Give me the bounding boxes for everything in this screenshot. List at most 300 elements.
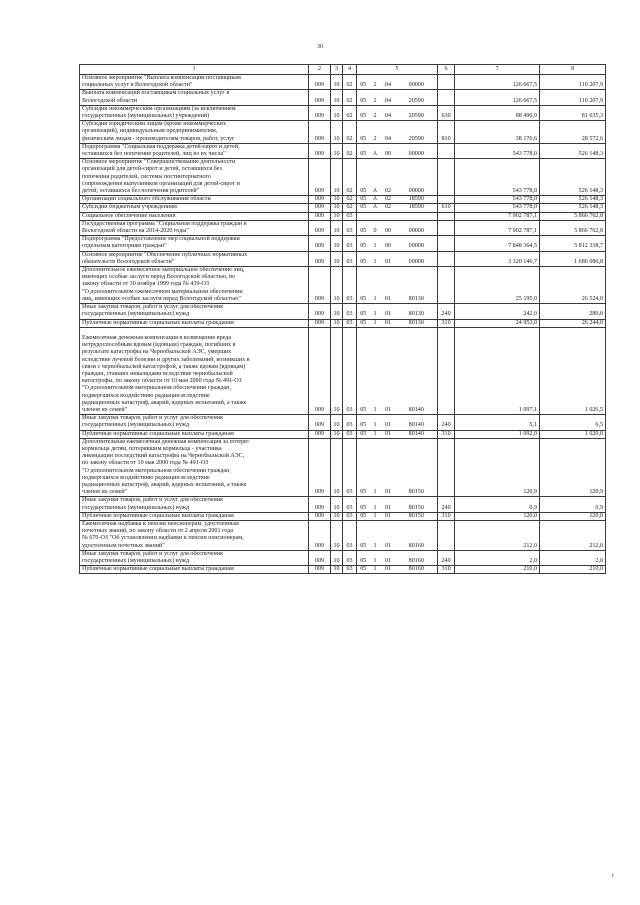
table-row bbox=[80, 304, 606, 319]
row-name: Основное мероприятие "Совершенствование деятельности организаций для детей-сирот и детей, оставшихся без попечения родителей, системы постинтернатного сопровождения выпускников организаций для детей-сирот и детей, оставшихся без попечения родителей" bbox=[80, 159, 309, 196]
row-admin-code: 009 bbox=[309, 143, 331, 158]
row-name: Иные закупки товаров, работ и услуг для обеспечения государственных (муниципальных) нужд bbox=[80, 550, 309, 565]
row-amount-1: 7 902 787,1 bbox=[455, 212, 540, 220]
row-admin-code: 009 bbox=[309, 267, 331, 304]
row-amount-2: 5 812 338,7 bbox=[540, 236, 606, 251]
row-admin-code: 009 bbox=[309, 512, 331, 520]
row-subprogram: 1 bbox=[370, 438, 381, 497]
table-row bbox=[80, 267, 606, 304]
row-subsection: 03 bbox=[343, 512, 357, 520]
row-admin-code: 009 bbox=[309, 327, 331, 414]
row-program: 05 bbox=[357, 90, 370, 105]
row-expense-type: 310 bbox=[438, 566, 455, 574]
row-expense-type: 240 bbox=[438, 497, 455, 512]
row-program: 05 bbox=[357, 204, 370, 212]
row-activity: 00 bbox=[381, 143, 396, 158]
row-amount-1: 120,0 bbox=[455, 512, 540, 520]
row-amount-2: 526 148,3 bbox=[540, 143, 606, 158]
row-direction: 80160 bbox=[396, 550, 438, 565]
row-subsection: 02 bbox=[343, 75, 357, 90]
row-activity: 01 bbox=[381, 550, 396, 565]
row-section: 10 bbox=[331, 497, 343, 512]
row-subsection: 03 bbox=[343, 267, 357, 304]
row-subprogram: 1 bbox=[370, 304, 381, 319]
footer-mark: i bbox=[612, 873, 614, 879]
table-row bbox=[80, 159, 606, 196]
row-subsection: 02 bbox=[343, 196, 357, 204]
row-direction: 00000 bbox=[396, 159, 438, 196]
row-direction: 00000 bbox=[396, 220, 438, 235]
row-subprogram: 2 bbox=[370, 121, 381, 144]
row-name: Дополнительное ежемесячное материальное обеспечение лиц, имеющих особые заслуги перед Вологодской областью, по закону области от 30 ноября 1999 года № 439-ОЗ "О дополнительном ежемесячном материальном обеспечении лиц, имеющих особые заслуги перед Вологодской областью" bbox=[80, 267, 309, 304]
table-row bbox=[80, 90, 606, 105]
row-section: 10 bbox=[331, 212, 343, 220]
row-section: 10 bbox=[331, 566, 343, 574]
row-activity: 01 bbox=[381, 327, 396, 414]
col-header-6: 6 bbox=[438, 65, 455, 75]
row-admin-code: 009 bbox=[309, 236, 331, 251]
row-subprogram: А bbox=[370, 204, 381, 212]
row-activity: 04 bbox=[381, 121, 396, 144]
row-expense-type: 310 bbox=[438, 319, 455, 327]
row-amount-1: 126 667,5 bbox=[455, 75, 540, 90]
row-subsection: 02 bbox=[343, 105, 357, 120]
row-activity: 01 bbox=[381, 251, 396, 266]
row-subprogram: 1 bbox=[370, 415, 381, 430]
row-expense-type bbox=[438, 267, 455, 304]
row-program: 05 bbox=[357, 512, 370, 520]
row-direction: 80130 bbox=[396, 304, 438, 319]
row-direction: 00000 bbox=[396, 75, 438, 90]
table-row bbox=[80, 105, 606, 120]
row-admin-code: 009 bbox=[309, 520, 331, 550]
row-subprogram: 2 bbox=[370, 90, 381, 105]
row-expense-type: 610 bbox=[438, 204, 455, 212]
row-program: 05 bbox=[357, 143, 370, 158]
row-direction: 80140 bbox=[396, 415, 438, 430]
row-program: 05 bbox=[357, 75, 370, 90]
row-subprogram: 1 bbox=[370, 566, 381, 574]
row-subsection: 03 bbox=[343, 304, 357, 319]
row-section: 10 bbox=[331, 159, 343, 196]
row-amount-2: 0,9 bbox=[540, 497, 606, 512]
row-program: 05 bbox=[357, 566, 370, 574]
row-subprogram: А bbox=[370, 196, 381, 204]
col-header-2: 2 bbox=[309, 65, 331, 75]
row-subsection: 03 bbox=[343, 236, 357, 251]
row-subprogram: 1 bbox=[370, 550, 381, 565]
row-amount-2: 526 148,3 bbox=[540, 196, 606, 204]
row-expense-type: 240 bbox=[438, 415, 455, 430]
row-expense-type: 810 bbox=[438, 121, 455, 144]
table-row bbox=[80, 566, 606, 574]
row-amount-1: 7 902 787,1 bbox=[455, 220, 540, 235]
row-name: Выплата компенсаций поставщикам социальных услуг в Вологодской области bbox=[80, 90, 309, 105]
row-subsection: 03 bbox=[343, 550, 357, 565]
row-program: 05 bbox=[357, 220, 370, 235]
row-section: 10 bbox=[331, 236, 343, 251]
row-subprogram: 2 bbox=[370, 75, 381, 90]
row-subsection: 02 bbox=[343, 204, 357, 212]
row-name: Субсидии бюджетным учреждениям bbox=[80, 204, 309, 212]
row-program: 05 bbox=[357, 105, 370, 120]
row-activity: 01 bbox=[381, 520, 396, 550]
row-subsection: 02 bbox=[343, 143, 357, 158]
row-section: 10 bbox=[331, 327, 343, 414]
row-section: 10 bbox=[331, 121, 343, 144]
row-admin-code: 009 bbox=[309, 90, 331, 105]
row-program bbox=[357, 212, 370, 220]
row-program: 05 bbox=[357, 159, 370, 196]
row-section: 10 bbox=[331, 75, 343, 90]
row-subsection: 03 bbox=[343, 327, 357, 414]
row-expense-type: 630 bbox=[438, 105, 455, 120]
row-program: 05 bbox=[357, 438, 370, 497]
row-name: Социальное обеспечение населения bbox=[80, 212, 309, 220]
row-amount-1: 126 667,5 bbox=[455, 90, 540, 105]
col-header-3: 3 bbox=[331, 65, 343, 75]
row-amount-1: 5,1 bbox=[455, 415, 540, 430]
col-header-8: 8 bbox=[540, 65, 606, 75]
table-row bbox=[80, 204, 606, 212]
row-program: 05 bbox=[357, 550, 370, 565]
table-row bbox=[80, 327, 606, 414]
row-admin-code: 009 bbox=[309, 566, 331, 574]
row-admin-code: 009 bbox=[309, 121, 331, 144]
row-admin-code: 009 bbox=[309, 497, 331, 512]
col-header-5: 5 bbox=[357, 65, 438, 75]
row-activity: 01 bbox=[381, 430, 396, 438]
row-name: Ежемесячная денежная компенсация в возмещение вреда нетрудоспособным вдовам (вдовцам) граждан, погибших в результате катастрофы на Чернобыльской АЭС, умерших вследствие лучевой болезни и других заболеваний, возникших в связи с чернобыльской катастрофой, а также вдовам (вдовцам) граждан, ставших инвалидами вследствие чернобыльской катастрофы, по закону области от 10 мая 2000 года № 491-ОЗ "О дополнительном материальном обеспечении граждан, подвергшихся воздействию радиации вследствие радиационных катастроф, аварий, ядерных испытаний, а также членов их семей" bbox=[80, 327, 309, 414]
row-name: Основное мероприятие "Обеспечение публичных нормативных обязательств Вологодской области" bbox=[80, 251, 309, 266]
row-expense-type bbox=[438, 251, 455, 266]
row-amount-1: 242,0 bbox=[455, 304, 540, 319]
row-activity: 04 bbox=[381, 105, 396, 120]
row-subprogram: 1 bbox=[370, 430, 381, 438]
table-row bbox=[80, 143, 606, 158]
row-program: 05 bbox=[357, 251, 370, 266]
row-admin-code: 009 bbox=[309, 220, 331, 235]
row-program: 05 bbox=[357, 267, 370, 304]
row-amount-2: 1 020,0 bbox=[540, 430, 606, 438]
row-amount-1: 543 778,0 bbox=[455, 143, 540, 158]
table-row bbox=[80, 520, 606, 550]
row-amount-1: 1 097,1 bbox=[455, 327, 540, 414]
row-admin-code: 009 bbox=[309, 550, 331, 565]
row-direction: 00000 bbox=[396, 236, 438, 251]
row-program: 05 bbox=[357, 415, 370, 430]
row-subprogram: 1 bbox=[370, 319, 381, 327]
row-direction: 18590 bbox=[396, 196, 438, 204]
row-section: 10 bbox=[331, 512, 343, 520]
row-subprogram: А bbox=[370, 143, 381, 158]
row-amount-1: 212,0 bbox=[455, 520, 540, 550]
row-section: 10 bbox=[331, 430, 343, 438]
row-subsection: 03 bbox=[343, 438, 357, 497]
row-program: 05 bbox=[357, 520, 370, 550]
row-amount-2: 28 572,6 bbox=[540, 121, 606, 144]
row-admin-code: 009 bbox=[309, 415, 331, 430]
table-row bbox=[80, 236, 606, 251]
budget-table bbox=[79, 64, 606, 574]
row-program: 05 bbox=[357, 497, 370, 512]
row-subprogram: 1 bbox=[370, 236, 381, 251]
row-amount-1: 210,0 bbox=[455, 566, 540, 574]
table-body bbox=[80, 75, 606, 574]
row-direction: 80160 bbox=[396, 520, 438, 550]
row-amount-2: 26 244,0 bbox=[540, 319, 606, 327]
row-direction: 80150 bbox=[396, 512, 438, 520]
row-expense-type bbox=[438, 520, 455, 550]
row-activity: 00 bbox=[381, 236, 396, 251]
row-program: 05 bbox=[357, 121, 370, 144]
row-subsection: 03 bbox=[343, 415, 357, 430]
row-name: Публичные нормативные социальные выплаты гражданам bbox=[80, 512, 309, 520]
row-direction: 18590 bbox=[396, 204, 438, 212]
row-expense-type bbox=[438, 236, 455, 251]
row-subprogram: 0 bbox=[370, 220, 381, 235]
row-direction bbox=[396, 212, 438, 220]
row-amount-1: 120,9 bbox=[455, 438, 540, 497]
row-amount-1: 38 176,6 bbox=[455, 121, 540, 144]
row-amount-2: 5 866 762,8 bbox=[540, 220, 606, 235]
row-direction: 00000 bbox=[396, 143, 438, 158]
row-amount-1: 543 778,0 bbox=[455, 204, 540, 212]
col-header-1: 1 bbox=[80, 65, 309, 75]
row-amount-2: 120,9 bbox=[540, 438, 606, 497]
row-activity: 01 bbox=[381, 497, 396, 512]
row-activity: 04 bbox=[381, 75, 396, 90]
row-admin-code: 009 bbox=[309, 105, 331, 120]
row-amount-2: 280,0 bbox=[540, 304, 606, 319]
row-direction: 80140 bbox=[396, 327, 438, 414]
row-expense-type: 310 bbox=[438, 430, 455, 438]
row-name: Субсидии некоммерческим организациям (за исключением государственных (муниципальных) учреждений) bbox=[80, 105, 309, 120]
row-activity: 02 bbox=[381, 204, 396, 212]
row-activity: 01 bbox=[381, 415, 396, 430]
row-subprogram: 1 bbox=[370, 520, 381, 550]
row-direction: 80130 bbox=[396, 319, 438, 327]
row-activity: 01 bbox=[381, 512, 396, 520]
row-subsection: 02 bbox=[343, 90, 357, 105]
row-section: 10 bbox=[331, 415, 343, 430]
row-expense-type bbox=[438, 438, 455, 497]
row-subprogram: 1 bbox=[370, 327, 381, 414]
row-subsection: 02 bbox=[343, 159, 357, 196]
row-admin-code: 009 bbox=[309, 251, 331, 266]
row-admin-code: 009 bbox=[309, 430, 331, 438]
row-section: 10 bbox=[331, 220, 343, 235]
row-amount-1: 3 320 146,7 bbox=[455, 251, 540, 266]
row-amount-2: 5 866 762,8 bbox=[540, 212, 606, 220]
table-row bbox=[80, 212, 606, 220]
row-subsection: 03 bbox=[343, 212, 357, 220]
row-admin-code: 009 bbox=[309, 196, 331, 204]
row-name: Иные закупки товаров, работ и услуг для обеспечения государственных (муниципальных) нужд bbox=[80, 415, 309, 430]
row-name: Организации социального обслуживания области bbox=[80, 196, 309, 204]
row-direction: 80150 bbox=[396, 438, 438, 497]
row-subsection: 03 bbox=[343, 430, 357, 438]
table-row bbox=[80, 438, 606, 497]
row-activity: 01 bbox=[381, 304, 396, 319]
table-row bbox=[80, 251, 606, 266]
row-admin-code: 009 bbox=[309, 212, 331, 220]
row-direction: 00000 bbox=[396, 251, 438, 266]
row-amount-1: 7 848 364,5 bbox=[455, 236, 540, 251]
row-admin-code: 009 bbox=[309, 304, 331, 319]
row-program: 05 bbox=[357, 236, 370, 251]
col-header-4: 4 bbox=[343, 65, 357, 75]
row-section: 10 bbox=[331, 267, 343, 304]
row-expense-type bbox=[438, 143, 455, 158]
row-amount-2: 212,0 bbox=[540, 520, 606, 550]
row-name: Государственная программа "Социальная поддержка граждан в Вологодской области на 2014-2020 годы" bbox=[80, 220, 309, 235]
row-expense-type: 310 bbox=[438, 512, 455, 520]
row-amount-1: 0,9 bbox=[455, 497, 540, 512]
row-amount-2: 110 207,9 bbox=[540, 75, 606, 90]
row-subsection: 03 bbox=[343, 566, 357, 574]
row-direction: 80150 bbox=[396, 497, 438, 512]
row-expense-type bbox=[438, 75, 455, 90]
row-activity: 01 bbox=[381, 267, 396, 304]
table-row bbox=[80, 220, 606, 235]
row-name: Дополнительная ежемесячная денежная компенсация за потерю кормильца детям, потерявшим кормильца - участника ликвидации последствий катастрофы на Чернобыльской АЭС, по закону области от 10 мая 2000 года № 491-ОЗ "О дополнительном материальном обеспечении граждан, подвергшихся воздействию радиации вследствие радиационных катастроф, аварий, ядерных испытаний, а также членов их семей" bbox=[80, 438, 309, 497]
table-row bbox=[80, 319, 606, 327]
row-section: 10 bbox=[331, 438, 343, 497]
row-name: Иные закупки товаров, работ и услуг для обеспечения государственных (муниципальных) нужд bbox=[80, 497, 309, 512]
column-number-row bbox=[80, 65, 606, 75]
row-section: 10 bbox=[331, 105, 343, 120]
row-name: Основное мероприятие "Выплата компенсации поставщикам социальных услуг в Вологодской области" bbox=[80, 75, 309, 90]
row-name: Публичные нормативные социальные выплаты гражданам bbox=[80, 430, 309, 438]
row-activity: 04 bbox=[381, 90, 396, 105]
row-subsection: 03 bbox=[343, 497, 357, 512]
row-amount-1: 543 778,0 bbox=[455, 196, 540, 204]
row-subprogram bbox=[370, 212, 381, 220]
row-amount-2: 6,5 bbox=[540, 415, 606, 430]
row-amount-2: 526 148,3 bbox=[540, 204, 606, 212]
row-subprogram: А bbox=[370, 159, 381, 196]
row-expense-type bbox=[438, 212, 455, 220]
table-row bbox=[80, 415, 606, 430]
row-name: Подпрограмма "Предоставление мер социальной поддержки отдельным категориям граждан" bbox=[80, 236, 309, 251]
row-activity bbox=[381, 212, 396, 220]
row-subprogram: 1 bbox=[370, 267, 381, 304]
row-section: 10 bbox=[331, 90, 343, 105]
row-section: 10 bbox=[331, 143, 343, 158]
row-name: Ежемесячная надбавка к пенсии пенсионерам, удостоенным почетных званий, по закону области от 2 апреля 2001 года № 670-ОЗ "Об установлении надбавки к пенсии пенсионерам, удостоенным почетных званий" bbox=[80, 520, 309, 550]
row-admin-code: 009 bbox=[309, 319, 331, 327]
row-section: 10 bbox=[331, 304, 343, 319]
row-amount-1: 1 092,0 bbox=[455, 430, 540, 438]
row-program: 05 bbox=[357, 319, 370, 327]
row-program: 05 bbox=[357, 430, 370, 438]
row-activity: 01 bbox=[381, 319, 396, 327]
row-section: 10 bbox=[331, 319, 343, 327]
row-activity: 01 bbox=[381, 438, 396, 497]
row-section: 10 bbox=[331, 550, 343, 565]
row-subprogram: 1 bbox=[370, 512, 381, 520]
row-amount-2: 2,0 bbox=[540, 550, 606, 565]
row-admin-code: 009 bbox=[309, 204, 331, 212]
row-expense-type bbox=[438, 220, 455, 235]
row-direction: 20590 bbox=[396, 105, 438, 120]
row-expense-type bbox=[438, 159, 455, 196]
row-direction: 80130 bbox=[396, 267, 438, 304]
row-activity: 02 bbox=[381, 159, 396, 196]
row-name: Субсидии юридическим лицам (кроме некоммерческих организаций), индивидуальным предпринимателям, физическим лицам - производителям товаров, работ, услуг bbox=[80, 121, 309, 144]
row-subsection: 02 bbox=[343, 121, 357, 144]
row-admin-code: 009 bbox=[309, 75, 331, 90]
row-subprogram: 1 bbox=[370, 497, 381, 512]
row-admin-code: 009 bbox=[309, 159, 331, 196]
row-expense-type bbox=[438, 90, 455, 105]
row-amount-1: 2,0 bbox=[455, 550, 540, 565]
row-section: 10 bbox=[331, 196, 343, 204]
row-name: Иные закупки товаров, работ и услуг для обеспечения государственных (муниципальных) нужд bbox=[80, 304, 309, 319]
row-section: 10 bbox=[331, 251, 343, 266]
row-expense-type: 240 bbox=[438, 550, 455, 565]
row-direction: 80160 bbox=[396, 566, 438, 574]
table-row bbox=[80, 550, 606, 565]
table-row bbox=[80, 430, 606, 438]
table-row bbox=[80, 75, 606, 90]
row-direction: 80140 bbox=[396, 430, 438, 438]
table-row bbox=[80, 121, 606, 144]
row-amount-2: 1 026,5 bbox=[540, 327, 606, 414]
row-program: 05 bbox=[357, 196, 370, 204]
row-amount-2: 210,0 bbox=[540, 566, 606, 574]
row-expense-type bbox=[438, 196, 455, 204]
row-name: Публичные нормативные социальные выплаты гражданам bbox=[80, 566, 309, 574]
row-direction: 20590 bbox=[396, 90, 438, 105]
row-expense-type bbox=[438, 327, 455, 414]
row-activity: 00 bbox=[381, 220, 396, 235]
row-subsection: 03 bbox=[343, 520, 357, 550]
row-name: Публичные нормативные социальные выплаты гражданам bbox=[80, 319, 309, 327]
row-amount-2: 81 635,3 bbox=[540, 105, 606, 120]
col-header-7: 7 bbox=[455, 65, 540, 75]
row-amount-2: 120,0 bbox=[540, 512, 606, 520]
row-admin-code: 009 bbox=[309, 438, 331, 497]
table-row bbox=[80, 497, 606, 512]
row-program: 05 bbox=[357, 327, 370, 414]
row-subsection: 03 bbox=[343, 319, 357, 327]
table-row bbox=[80, 196, 606, 204]
row-section: 10 bbox=[331, 204, 343, 212]
row-subprogram: 1 bbox=[370, 251, 381, 266]
page-number: 30 bbox=[317, 44, 323, 50]
row-amount-2: 26 524,0 bbox=[540, 267, 606, 304]
row-activity: 01 bbox=[381, 566, 396, 574]
row-name: Подпрограмма "Социальная поддержка детей-сирот и детей, оставшихся без попечения родителей, лиц из их числа" bbox=[80, 143, 309, 158]
row-subsection: 03 bbox=[343, 220, 357, 235]
row-amount-1: 543 778,0 bbox=[455, 159, 540, 196]
row-amount-1: 88 490,9 bbox=[455, 105, 540, 120]
row-amount-1: 24 953,0 bbox=[455, 319, 540, 327]
row-amount-2: 526 148,3 bbox=[540, 159, 606, 196]
row-amount-1: 25 195,0 bbox=[455, 267, 540, 304]
row-program: 05 bbox=[357, 304, 370, 319]
row-amount-2: 1 686 086,8 bbox=[540, 251, 606, 266]
row-activity: 02 bbox=[381, 196, 396, 204]
row-section: 10 bbox=[331, 520, 343, 550]
row-subprogram: 2 bbox=[370, 105, 381, 120]
row-amount-2: 110 207,9 bbox=[540, 90, 606, 105]
row-direction: 20590 bbox=[396, 121, 438, 144]
row-expense-type: 240 bbox=[438, 304, 455, 319]
table-row bbox=[80, 512, 606, 520]
